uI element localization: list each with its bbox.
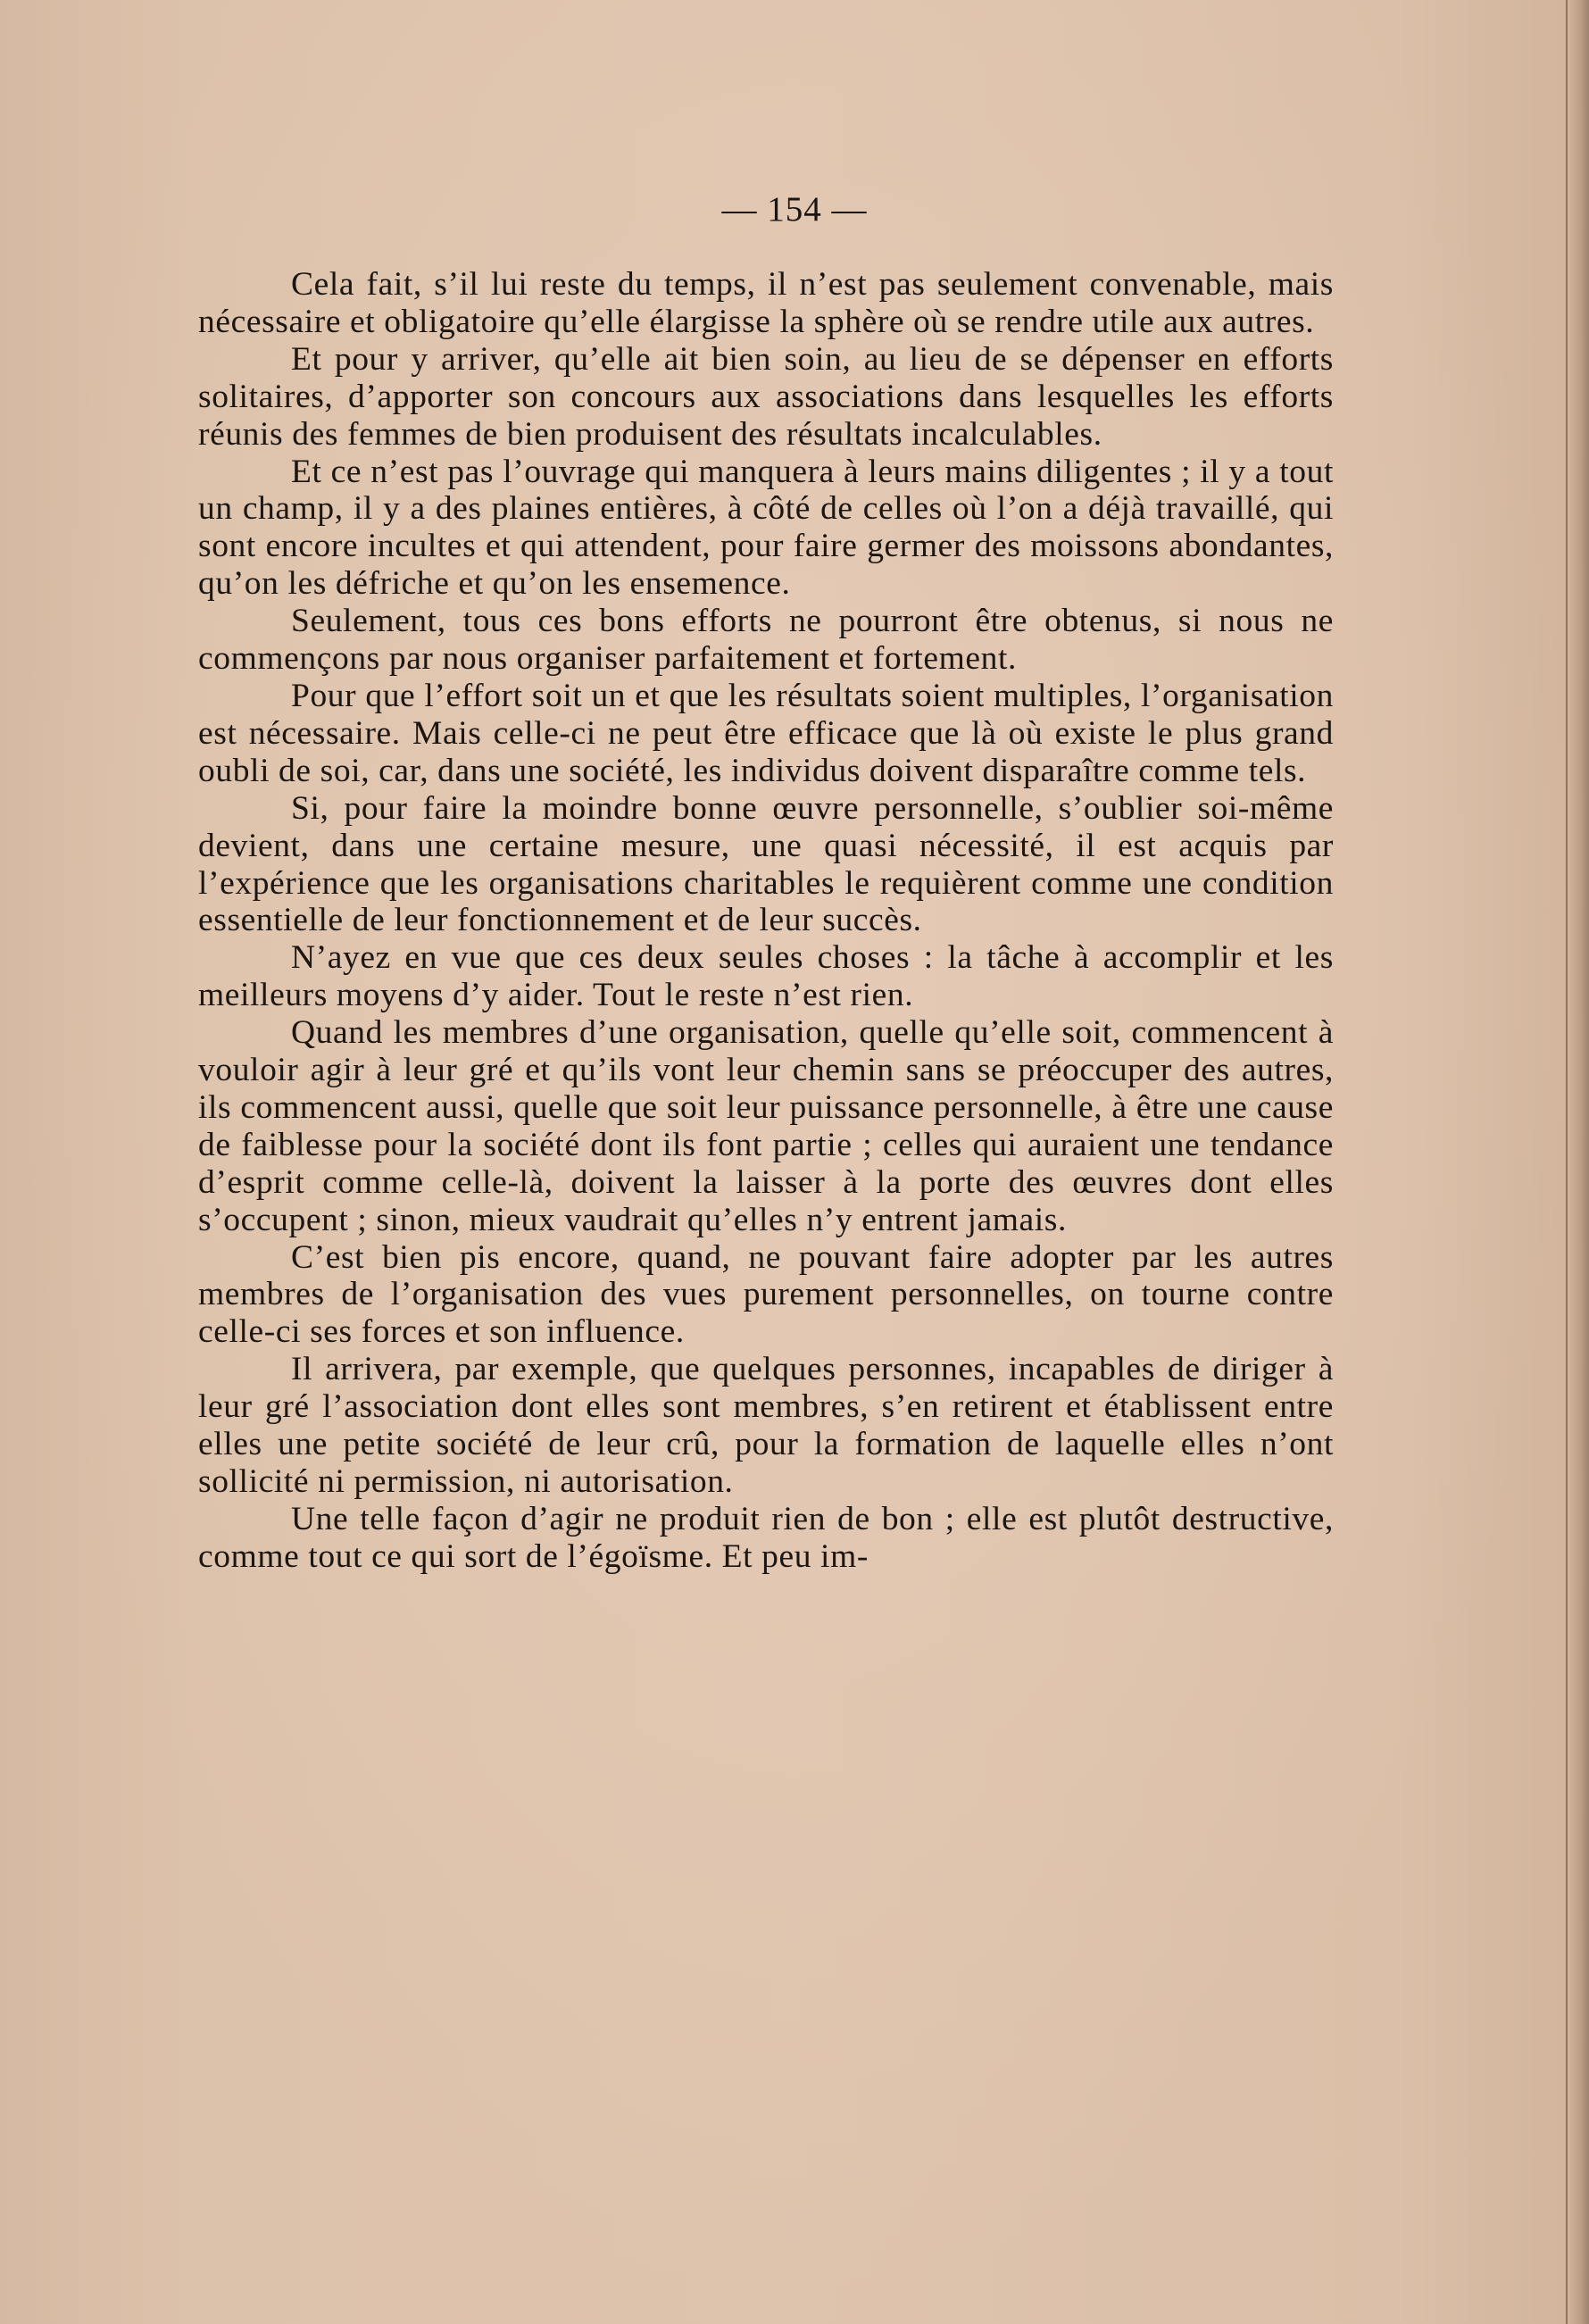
paragraph: Et pour y arriver, qu’elle ait bien soin, au lieu de se dépenser en efforts solitaires, d’apporter son concours aux associations dans lesquelles les efforts réunis des femmes de bien produisent des résultats incalculables. (198, 340, 1334, 453)
paragraph: C’est bien pis encore, quand, ne pouvant faire adopter par les autres membres de l’organisation des vues purement personnelles, on tourne contre celle-ci ses forces et son influence. (198, 1238, 1334, 1351)
page-edge (1566, 0, 1589, 2324)
paragraph: Et ce n’est pas l’ouvrage qui manquera à leurs mains diligentes ; il y a tout un champ, il y a des plaines entières, à côté de celles où l’on a déjà travaillé, qui sont encore incultes et qui attendent, pour faire germer des moissons abondantes, qu’on les défriche et qu’on les ensemence. (198, 453, 1334, 603)
paragraph: Si, pour faire la moindre bonne œuvre personnelle, s’oublier soi-même devient, dans une certaine mesure, une quasi nécessité, il est acquis par l’expérience que les organisations charitables le requièrent comme une condition essentielle de leur fonctionnement et de leur succès. (198, 789, 1334, 939)
paragraph: Une telle façon d’agir ne produit rien de bon ; elle est plutôt destructive, comme tout ce qui sort de l’égoïsme. Et peu im- (198, 1500, 1334, 1575)
body-text (198, 266, 1334, 1576)
paragraph: N’ayez en vue que ces deux seules choses : la tâche à accomplir et les meilleurs moyens d’y aider. Tout le reste n’est rien. (198, 939, 1334, 1014)
page-number: — 154 — (721, 190, 868, 229)
paragraph: Il arrivera, par exemple, que quelques personnes, incapables de diriger à leur gré l’association dont elles sont membres, s’en retirent et établissent entre elles une petite société de leur crû, pour la formation de laquelle elles n’ont sollicité ni permission, ni autorisation. (198, 1351, 1334, 1500)
paragraph: Quand les membres d’une organisation, quelle qu’elle soit, commencent à vouloir agir à leur gré et qu’ils vont leur chemin sans se préoccuper des autres, ils commencent aussi, quelle que soit leur puissance personnelle, à être une cause de faiblesse pour la société dont ils font partie ; celles qui auraient une tendance d’esprit comme celle-là, doivent la laisser à la porte des œuvres dont elles s’occupent ; sinon, mieux vaudrait qu’elles n’y entrent jamais. (198, 1014, 1334, 1238)
paragraph: Seulement, tous ces bons efforts ne pourront être obtenus, si nous ne commençons par nous organiser parfaitement et fortement. (198, 603, 1334, 678)
paragraph: Pour que l’effort soit un et que les résultats soient multiples, l’organisation est nécessaire. Mais celle-ci ne peut être efficace que là où existe le plus grand oubli de soi, car, dans une société, les individus doivent disparaître comme tels. (198, 677, 1334, 789)
paragraph: Cela fait, s’il lui reste du temps, il n’est pas seulement convenable, mais nécessaire et obligatoire qu’elle élargisse la sphère où se rendre utile aux autres. (198, 266, 1334, 340)
